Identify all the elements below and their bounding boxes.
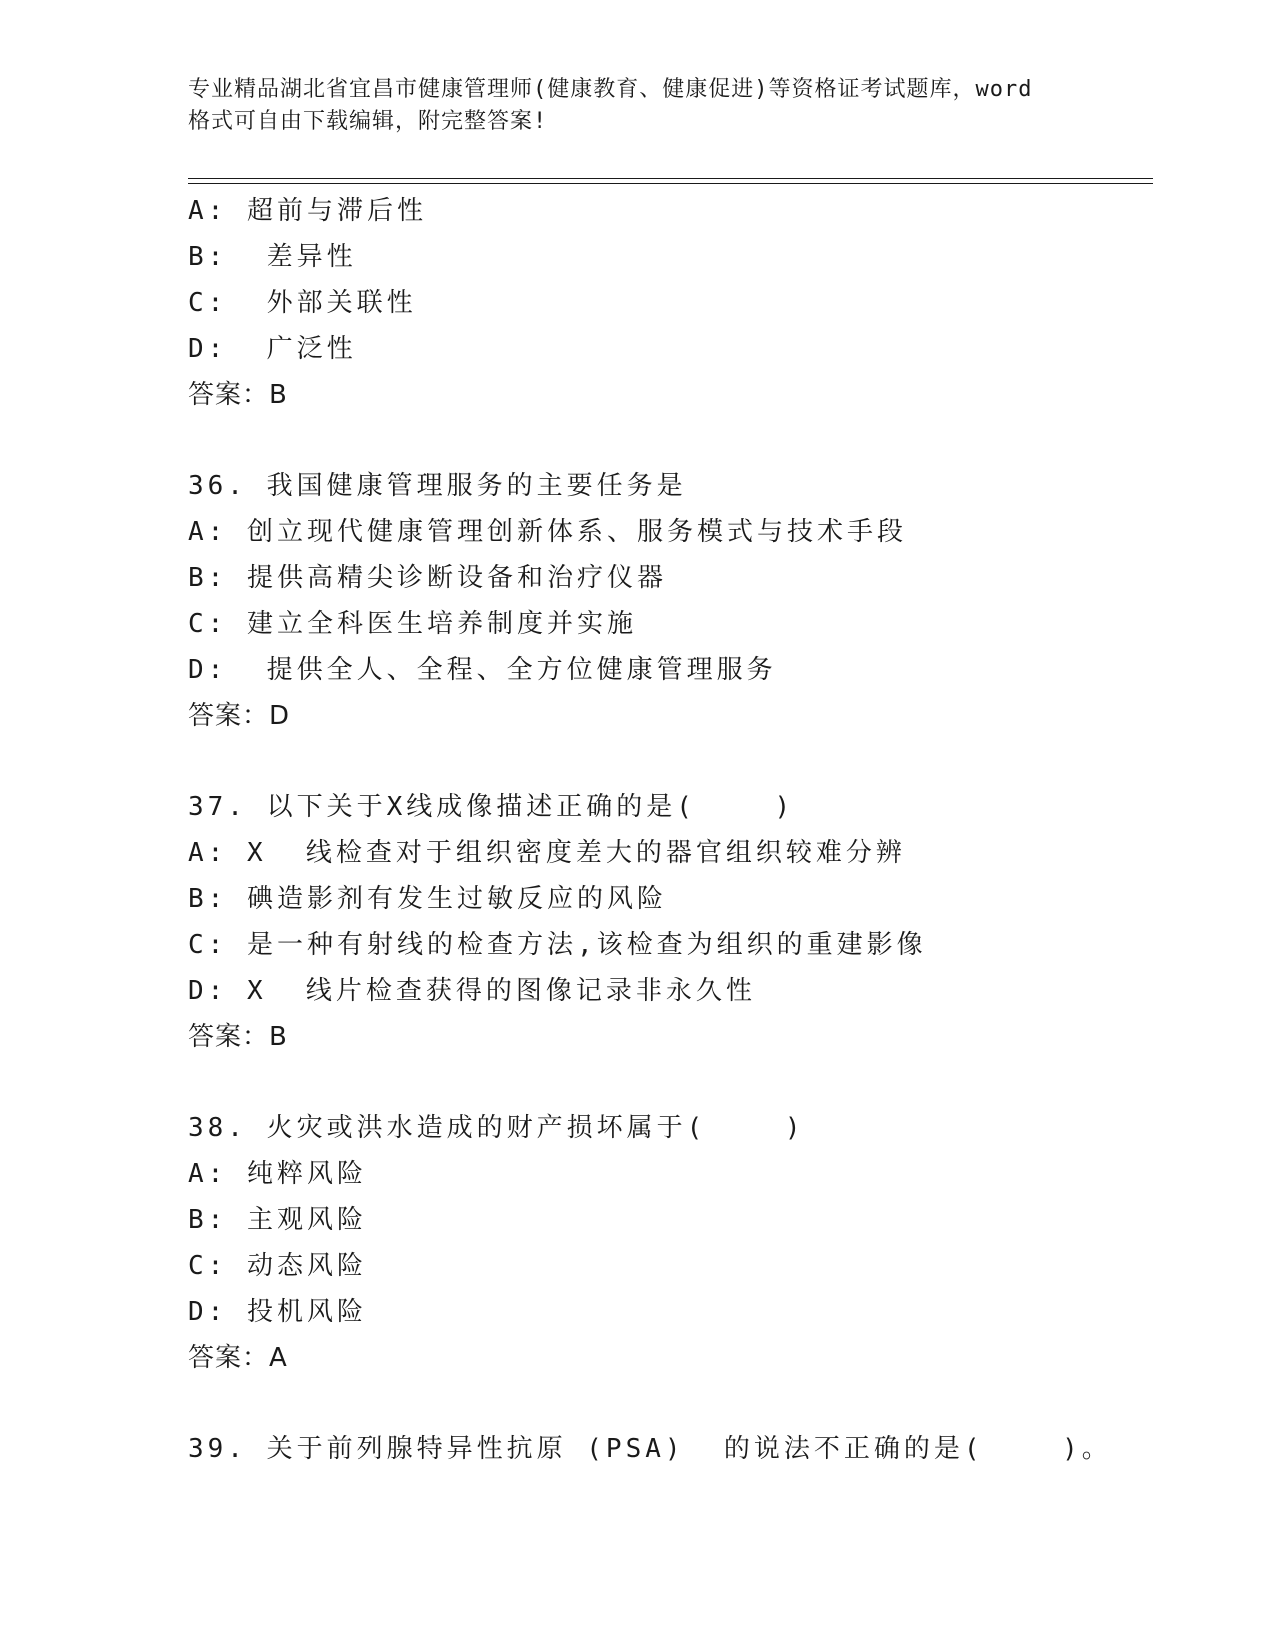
option-b: B: 主观风险	[188, 1205, 367, 1235]
option-a: A: 超前与滞后性	[188, 196, 427, 226]
page-header	[188, 74, 1088, 138]
question-stem: 38. 火灾或洪水造成的财产损坏属于( )	[188, 1113, 805, 1143]
answer-line: 答案：B	[188, 380, 288, 410]
option-d: D: 投机风险	[188, 1297, 367, 1327]
header-rule-thick	[188, 178, 1153, 179]
question-38	[188, 1105, 1148, 1381]
question-stem: 37. 以下关于X线成像描述正确的是( )	[188, 792, 795, 822]
option-b: B: 碘造影剂有发生过敏反应的风险	[188, 884, 667, 914]
question-35	[188, 188, 1148, 418]
option-b: B: 提供高精尖诊断设备和治疗仪器	[188, 563, 667, 593]
answer-line: 答案：B	[188, 1022, 288, 1052]
answer-line: 答案：A	[188, 1343, 288, 1373]
option-a: A: 纯粹风险	[188, 1159, 367, 1189]
option-d: D: X 线片检查获得的图像记录非永久性	[188, 976, 756, 1006]
answer-line: 答案：D	[188, 701, 291, 731]
option-a: A: 创立现代健康管理创新体系、服务模式与技术手段	[188, 517, 907, 547]
question-37	[188, 784, 1148, 1060]
header-line-2: 格式可自由下载编辑，附完整答案!	[188, 109, 548, 134]
option-d: D: 提供全人、全程、全方位健康管理服务	[188, 655, 777, 685]
question-stem: 39. 关于前列腺特异性抗原 (PSA) 的说法不正确的是( )。	[188, 1434, 1112, 1464]
header-rule-thin	[188, 183, 1153, 184]
option-c: C: 外部关联性	[188, 288, 417, 318]
option-c: C: 动态风险	[188, 1251, 367, 1281]
option-c: C: 建立全科医生培养制度并实施	[188, 609, 637, 639]
question-39	[188, 1426, 1148, 1472]
option-c: C: 是一种有射线的检查方法,该检查为组织的重建影像	[188, 930, 927, 960]
question-36	[188, 463, 1148, 739]
option-a: A: X 线检查对于组织密度差大的器官组织较难分辨	[188, 838, 906, 868]
question-stem: 36. 我国健康管理服务的主要任务是	[188, 471, 687, 501]
option-b: B: 差异性	[188, 242, 357, 272]
option-d: D: 广泛性	[188, 334, 357, 364]
header-line-1: 专业精品湖北省宜昌市健康管理师(健康教育、健康促进)等资格证考试题库，word	[188, 77, 1033, 102]
question-list	[188, 188, 1148, 1472]
